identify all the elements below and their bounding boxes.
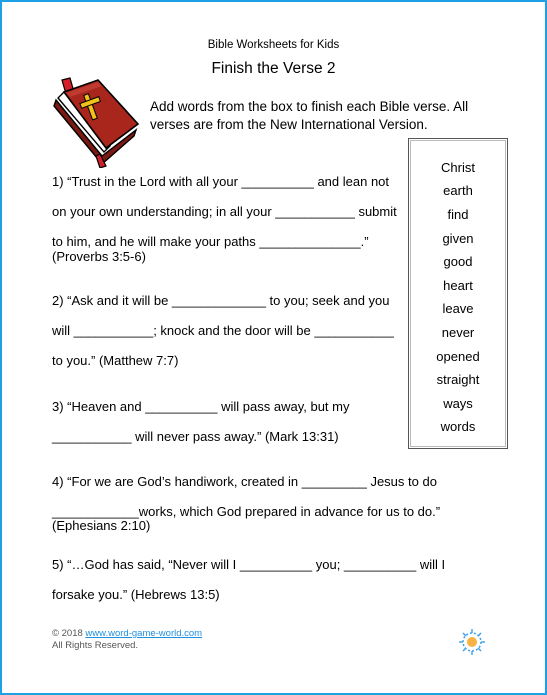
verse-1-reference: (Proverbs 3:5-6) [52,249,146,264]
page-title: Finish the Verse 2 [211,60,336,77]
word-box-item: good [443,254,473,269]
verse-4-line-1: 4) “For we are God’s handiwork, created in _________ Jesus to do [52,474,437,489]
word-game-world-logo-icon [458,628,486,656]
bible-book-icon [48,76,144,168]
verse-4-reference: (Ephesians 2:10) [52,518,151,533]
word-box-item: given [442,231,474,246]
footer-copyright [52,628,202,639]
verse-4-line-2: ____________works, which God prepared in advance for us to do.” [52,504,441,519]
word-box-item: opened [436,349,480,364]
word-box-item: words [440,419,476,434]
word-box-item: straight [436,372,480,387]
verse-3-line-2: ___________ will never pass away.” (Mark 13:31) [52,429,339,444]
verse-1-line-1: 1) “Trust in the Lord with all your __________ and lean not [52,174,390,189]
word-box-item: never [441,325,475,340]
site-link[interactable]: www.word-game-world.com [85,628,203,639]
instructions [150,98,470,134]
verse-5-line-1: 5) “…God has said, “Never will I __________ you; __________ will I [52,557,446,572]
verse-1-line-2: on your own understanding; in all your ___________ submit [52,204,397,219]
word-box-item: find [447,207,469,222]
verse-2-line-2: will ___________; knock and the door will be ___________ [52,323,394,338]
footer-rights: All Rights Reserved. [52,640,139,651]
instructions-line-2: verses are from the New International Version. [150,117,428,132]
word-box [408,138,508,449]
word-box-item: Christ [441,160,475,175]
instructions-line-1: Add words from the box to finish each Bible verse. All [150,99,469,114]
verse-5-line-2: forsake you.” (Hebrews 13:5) [52,587,220,602]
word-box-item: ways [443,396,473,411]
word-box-item: earth [443,183,473,198]
word-box-item: heart [443,278,473,293]
site-title: Bible Worksheets for Kids [207,39,340,51]
verse-2-line-3: to you.” (Matthew 7:7) [52,353,179,368]
copyright-text: © 2018 [52,628,86,639]
verse-2-line-1: 2) “Ask and it will be _____________ to you; seek and you [52,293,390,308]
verse-1-line-3: to him, and he will make your paths ______________.” [52,234,369,249]
verse-3-line-1: 3) “Heaven and __________ will pass away, but my [52,399,350,414]
word-box-item: leave [442,301,474,316]
